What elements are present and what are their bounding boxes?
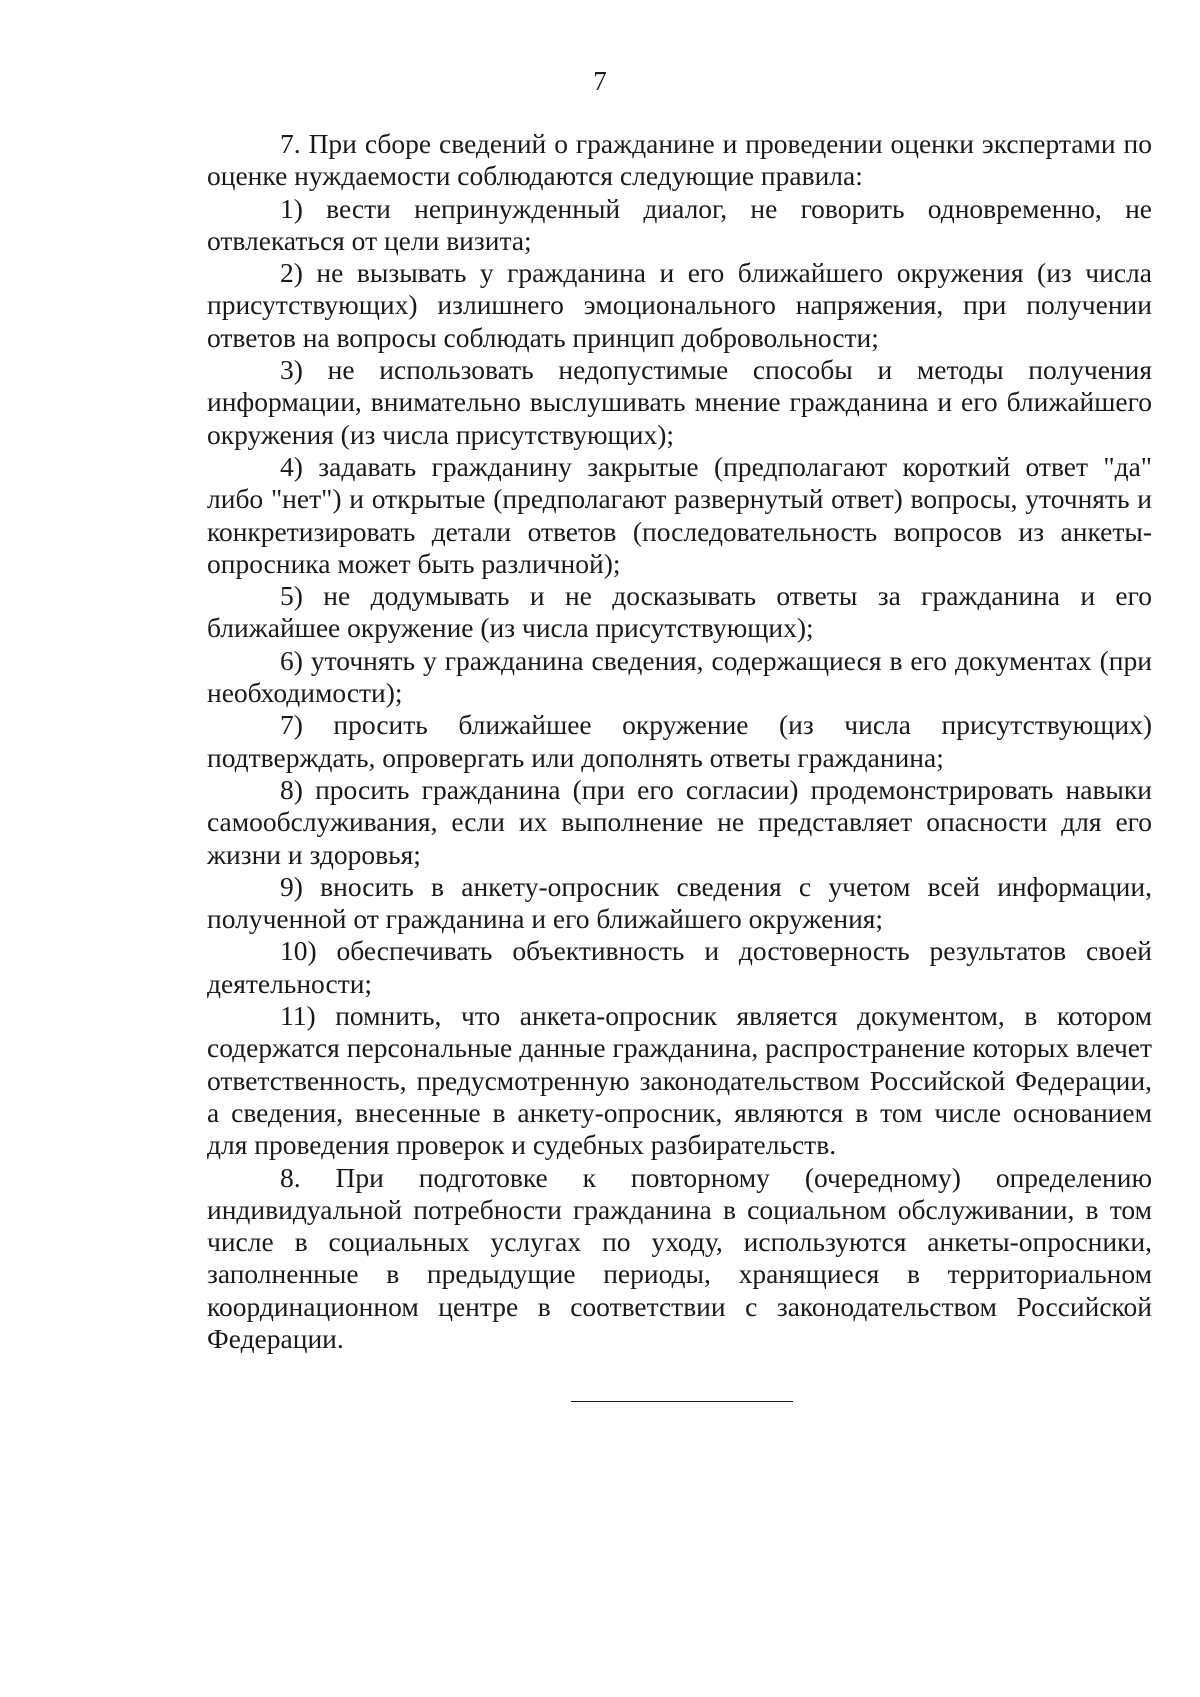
end-of-document-rule bbox=[571, 1401, 793, 1402]
rule-item-5: 5) не додумывать и не досказывать ответы за гражданина и его ближайшее окружение (из числа присутствующих); bbox=[207, 580, 1152, 644]
rule-item-3: 3) не использовать недопустимые способы и методы получения информации, внимательно выслушивать мнение гражданина и его ближайшего окружения (из числа присутствующих); bbox=[207, 354, 1152, 450]
paragraph-7: 7. При сборе сведений о гражданине и проведении оценки экспертами по оценке нуждаемости соблюдаются следующие правила: bbox=[207, 128, 1152, 192]
document-body bbox=[207, 128, 1152, 1355]
rule-item-1: 1) вести непринужденный диалог, не говорить одновременно, не отвлекаться от цели визита; bbox=[207, 192, 1152, 256]
paragraph-8: 8. При подготовке к повторному (очередному) определению индивидуальной потребности гражданина в социальном обслуживании, в том числе в социальных услугах по уходу, используются анкеты-опросники, заполненные в предыдущие периоды, хранящиеся в территориальном координационном центре в соответствии с законодательством Российской Федерации. bbox=[207, 1161, 1152, 1354]
page-number: 7 bbox=[593, 66, 607, 96]
rule-item-10: 10) обеспечивать объективность и достоверность результатов своей деятельности; bbox=[207, 935, 1152, 999]
rule-item-9: 9) вносить в анкету-опросник сведения с учетом всей информации, полученной от гражданина и его ближайшего окружения; bbox=[207, 870, 1152, 935]
rule-item-7: 7) просить ближайшее окружение (из числа присутствующих) подтверждать, опровергать или дополнять ответы гражданина; bbox=[207, 709, 1152, 773]
rule-item-6: 6) уточнять у гражданина сведения, содержащиеся в его документах (при необходимости); bbox=[207, 644, 1152, 709]
rule-item-8: 8) просить гражданина (при его согласии) продемонстрировать навыки самообслуживания, если их выполнение не представляет опасности для его жизни и здоровья; bbox=[207, 773, 1152, 870]
rule-item-2: 2) не вызывать у гражданина и его ближайшего окружения (из числа присутствующих) излишнего эмоционального напряжения, при получении ответов на вопросы соблюдать принцип добровольности; bbox=[207, 257, 1152, 353]
rule-item-11: 11) помнить, что анкета-опросник является документом, в котором содержатся персональные данные гражданина, распространение которых влечет ответственность, предусмотренную законодательством Российской Федерации, а сведения, внесенные в анкету-опросник, являются в том числе основанием для проведения проверок и судебных разбирательств. bbox=[207, 1000, 1152, 1161]
rule-item-4: 4) задавать гражданину закрытые (предполагают короткий ответ "да" либо "нет") и открытые (предполагают развернутый ответ) вопросы, уточнять и конкретизировать детали ответов (последовательность вопросов из анкеты-опросника может быть различной); bbox=[207, 450, 1152, 579]
